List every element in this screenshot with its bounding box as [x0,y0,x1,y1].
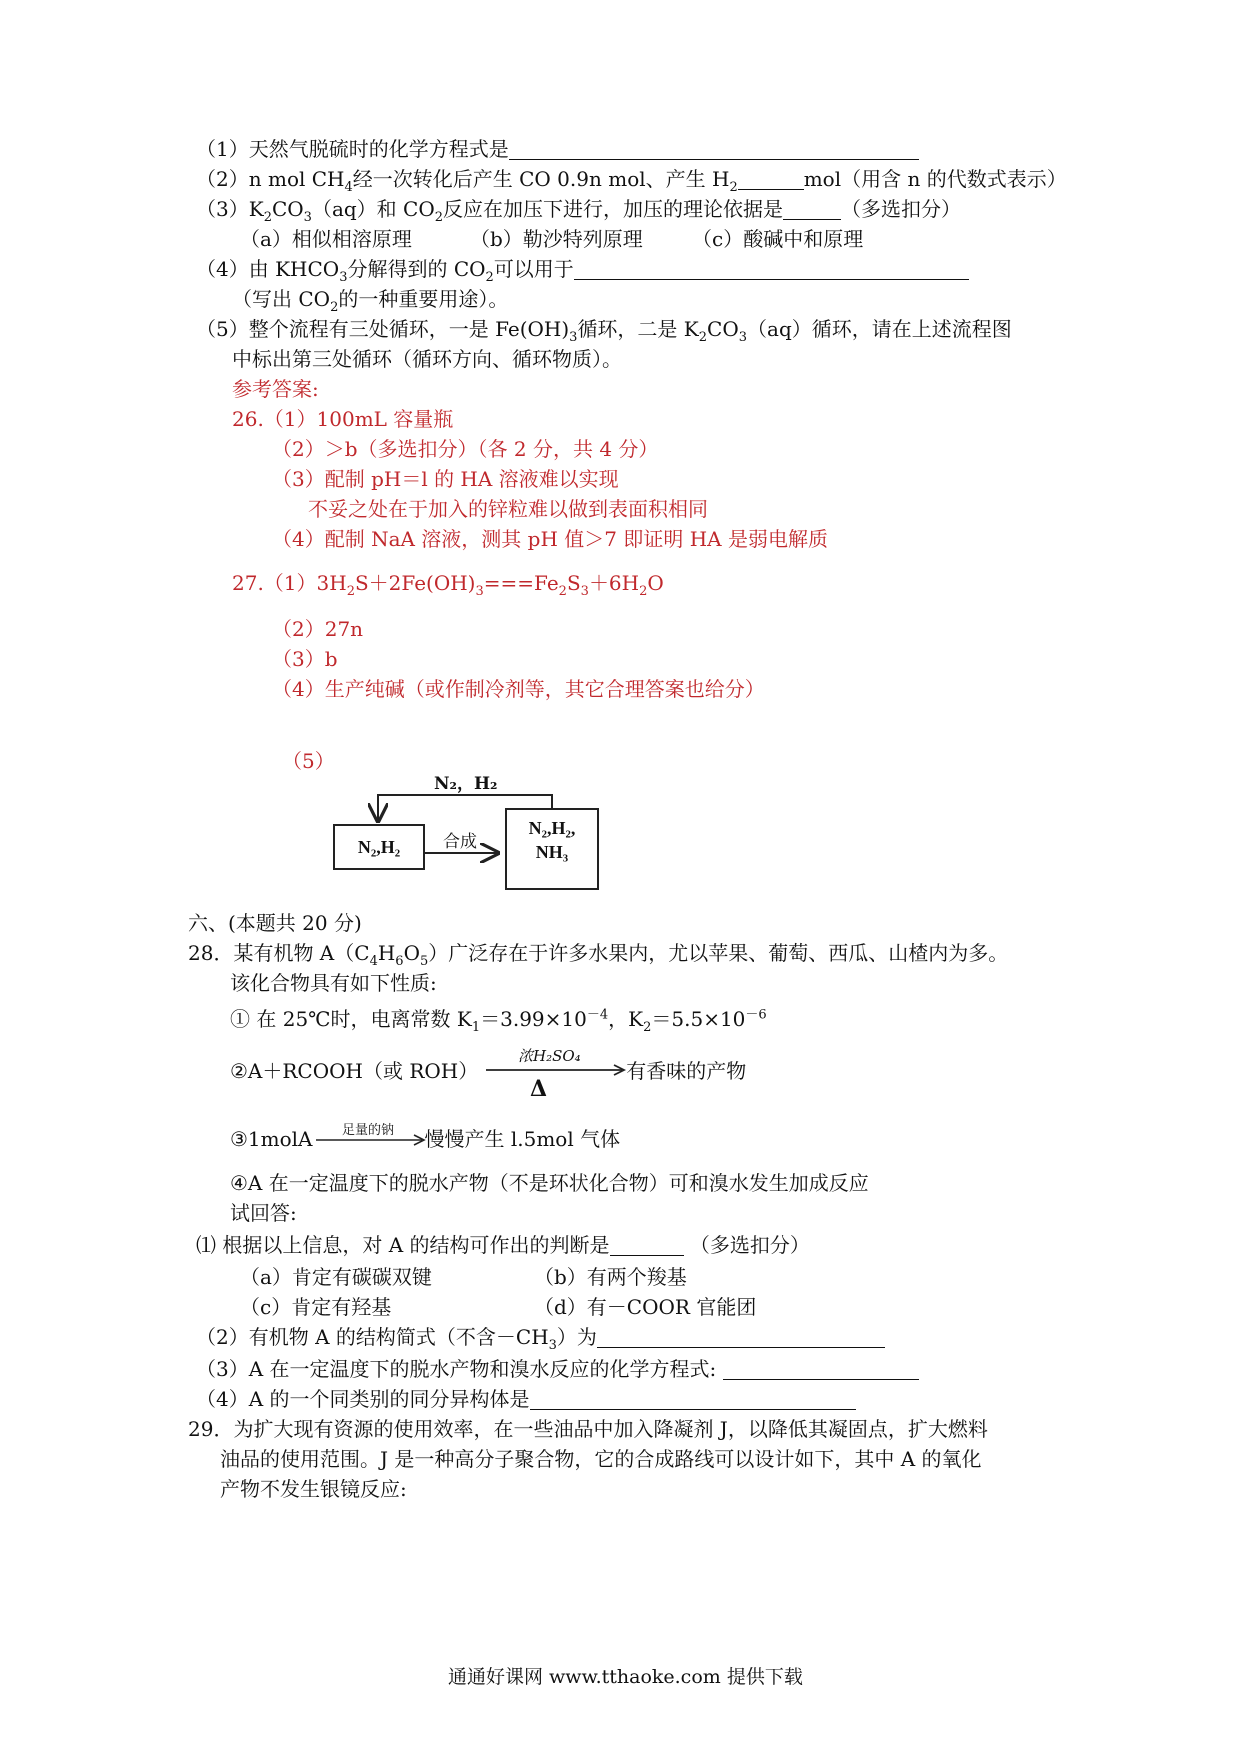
q27-3-option-c: （c）酸碱中和原理 [692,227,864,251]
answers-title: 参考答案: [232,377,319,401]
section-6-header: 六、(本题共 20 分) [188,911,362,935]
answer-26-3: （3）配制 pH＝l 的 HA 溶液难以实现 [272,467,619,491]
q27-4-note: （写出 $CO_2$的一种重要用途）。 [232,287,509,315]
q28-stem-cont: 该化合物具有如下性质: [230,971,437,995]
reaction-arrow-2 [484,1060,628,1090]
q27-2: （2）n mol $CH_4$经一次转化后产生 CO 0.9n mol、产生 $H_2$ mol（用含 n 的代数式表示） [196,167,1067,195]
products-line-1: N₂,H₂, [528,818,576,838]
answer-26-4: （4）配制 NaA 溶液，测其 pH 值＞7 即证明 HA 是弱电解质 [272,527,828,551]
answer-26-2: （2）＞b（多选扣分）（各 2 分，共 4 分） [272,437,659,461]
q29-line-2: 油品的使用范围。J 是一种高分子聚合物，它的合成路线可以设计如下，其中 A 的氧化 [220,1447,982,1471]
q29-line-1: 29．为扩大现有资源的使用效率，在一些油品中加入降凝剂 J，以降低其凝固点，扩大燃料 [188,1417,988,1441]
reactants-box: N₂,H₂ [333,824,425,870]
q28-1-option-a: （a）肯定有碳碳双键 [240,1265,432,1289]
answer-27-3: （3）b [272,647,338,671]
q27-3-option-b: （b）勒沙特列原理 [470,227,643,251]
q27-1: （1）天然气脱硫时的化学方程式是 [196,136,919,162]
property-2: ②A＋RCOOH（或 ROH） 有香味的产物 [230,1059,747,1083]
q28-2: （2）有机物 A 的结构简式（不含$-CH_3$）为 [196,1324,885,1350]
cond-conc-h2so4: 浓H₂SO₄ [518,1047,581,1065]
property-3: ③1molA 慢慢产生 l.5mol 气体 [230,1127,621,1151]
q28-ask: 试回答: [230,1201,297,1225]
reaction-arrow-3 [314,1130,430,1150]
answer-27-4: （4）生产纯碱（或作制冷剂等，其它合理答案也给分） [272,677,765,701]
q28-1-option-c: （c）肯定有羟基 [240,1295,392,1319]
heat-symbol: Δ [530,1076,548,1102]
q29-line-3: 产物不发生银镜反应: [220,1477,407,1501]
synthesis-label: 合成 [443,832,477,852]
answer-27-2: （2）27n [272,617,364,641]
q28-3: （3）A 在一定温度下的脱水产物和溴水反应的化学方程式: [196,1356,919,1382]
property-4: ④A 在一定温度下的脱水产物（不是环状化合物）可和溴水发生加成反应 [230,1171,869,1195]
q28-4: （4）A 的一个同类别的同分异构体是 [196,1386,856,1412]
products-line-2: NH₃ [535,842,569,862]
q28-1: ⑴ 根据以上信息，对 A 的结构可作出的判断是 （多选扣分） [196,1233,810,1257]
cond-sodium: 足量的钠 [342,1123,395,1138]
q28-stem: 28．某有机物 $A(C_4H_6O_5)$广泛存在于许多水果内，尤以苹果、葡萄、西瓜、山楂内为多。 [188,941,1009,969]
q28-1-option-b: （b）有两个羧基 [534,1265,687,1289]
q28-1-option-d: （d）有－COOR 官能团 [534,1295,757,1319]
footer: 通通好课网 www.tthaoke.com 提供下载 [448,1666,803,1688]
q27-3: $(3)K_2CO_3(aq)$和 $CO_2$反应在加压下进行，加压的理论依据是 （多选扣分） [196,197,962,225]
answer-26-1: 26.（1）100mL 容量瓶 [232,407,454,431]
q27-3-option-a: （a）相似相溶原理 [240,227,412,251]
property-1: ① 在 25℃时，电离常数 $K_1=3.99\times 10^{-4}$，$K_2=5.5\times 10^{-6}$ [230,1007,767,1035]
q27-5: （5）整个流程有三处循环，一是 $Fe(OH)_3$循环，二是 $K_2CO_3(aq)$循环，请在上述流程图 [196,317,1012,345]
answer-27-5: （5） [282,749,335,773]
answer-27-1: $27.(1)3H_2S+2Fe(OH)_3===Fe_2S_3+6H_2O$ [232,571,664,599]
q27-4: （4）由 $KHCO_3$分解得到的 $CO_2$可以用于 [196,256,969,282]
answer-26-3b: 不妥之处在于加入的锌粒难以做到表面积相同 [308,497,708,521]
products-box [505,808,599,890]
loop-label: N₂，H₂ [434,774,498,794]
q27-5-cont: 中标出第三处循环（循环方向、循环物质）。 [232,347,622,371]
